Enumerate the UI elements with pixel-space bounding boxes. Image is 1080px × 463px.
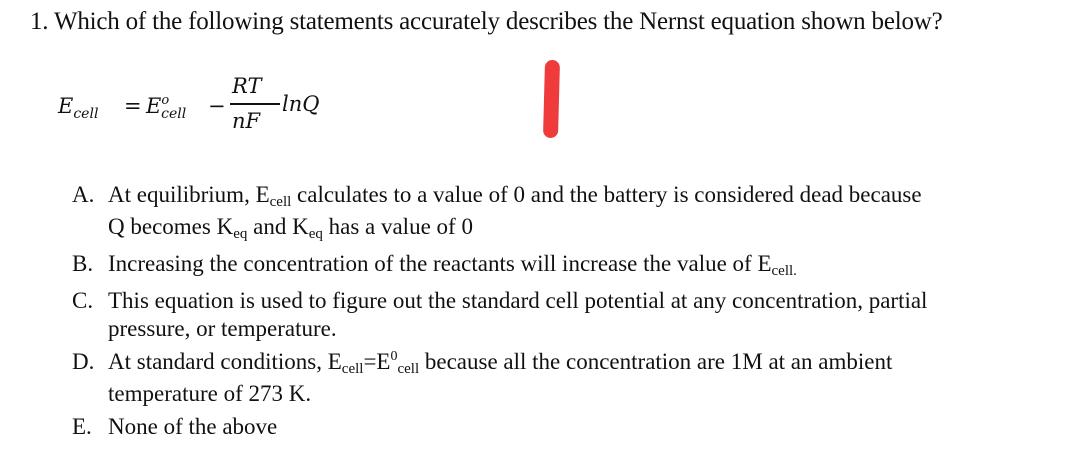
fraction-bar bbox=[230, 103, 280, 105]
option-letter: B. bbox=[72, 251, 94, 276]
option-text-line: At standard conditions, $Ecell=E^0cell$ because all the concentration are 1M at an ambient bbox=[108, 349, 893, 377]
option-c[interactable] bbox=[72, 284, 1072, 345]
minus-sign: − bbox=[208, 94, 226, 118]
rhs-symbol: E bbox=[146, 94, 162, 118]
question-text: 1. Which of the following statements accurately describes the Nernst equation shown below? bbox=[30, 8, 943, 35]
fraction-denominator: nF bbox=[232, 109, 261, 133]
option-text-line: None of the above bbox=[108, 414, 278, 439]
lhs-subscript: cell bbox=[73, 106, 99, 122]
answer-options bbox=[72, 178, 1072, 443]
option-text-line: Increasing the concentration of the reactants will increase the value of Ecell. bbox=[108, 251, 797, 279]
option-a[interactable] bbox=[72, 178, 1072, 247]
option-letter: C. bbox=[72, 288, 94, 313]
option-b[interactable] bbox=[72, 247, 1072, 284]
option-d[interactable] bbox=[72, 345, 1072, 410]
option-text-line: pressure, or temperature. bbox=[108, 316, 337, 341]
log-term: lnQ bbox=[282, 92, 320, 116]
option-letter: D. bbox=[72, 349, 95, 374]
option-letter: A. bbox=[72, 182, 95, 207]
lhs-symbol: E bbox=[58, 94, 74, 118]
option-text-line: At equilibrium, Ecell calculates to a value of 0 and the battery is considered dead because bbox=[108, 182, 922, 210]
rhs-subscript: cell bbox=[161, 106, 187, 122]
option-text-line: temperature of 273 K. bbox=[108, 381, 312, 406]
red-marker bbox=[543, 60, 560, 138]
equation-lhs bbox=[58, 94, 99, 122]
fraction-numerator: RT bbox=[232, 74, 262, 98]
option-text-line: This equation is used to figure out the standard cell potential at any concentration, partial bbox=[108, 288, 928, 313]
equals-sign: = bbox=[124, 94, 142, 118]
option-letter: E. bbox=[72, 414, 92, 439]
equation-rhs bbox=[146, 93, 187, 122]
option-text-line: Q becomes Keq and Keq has a value of 0 bbox=[108, 214, 473, 242]
option-e[interactable] bbox=[72, 410, 1072, 443]
rhs-superscript: o bbox=[161, 93, 170, 108]
